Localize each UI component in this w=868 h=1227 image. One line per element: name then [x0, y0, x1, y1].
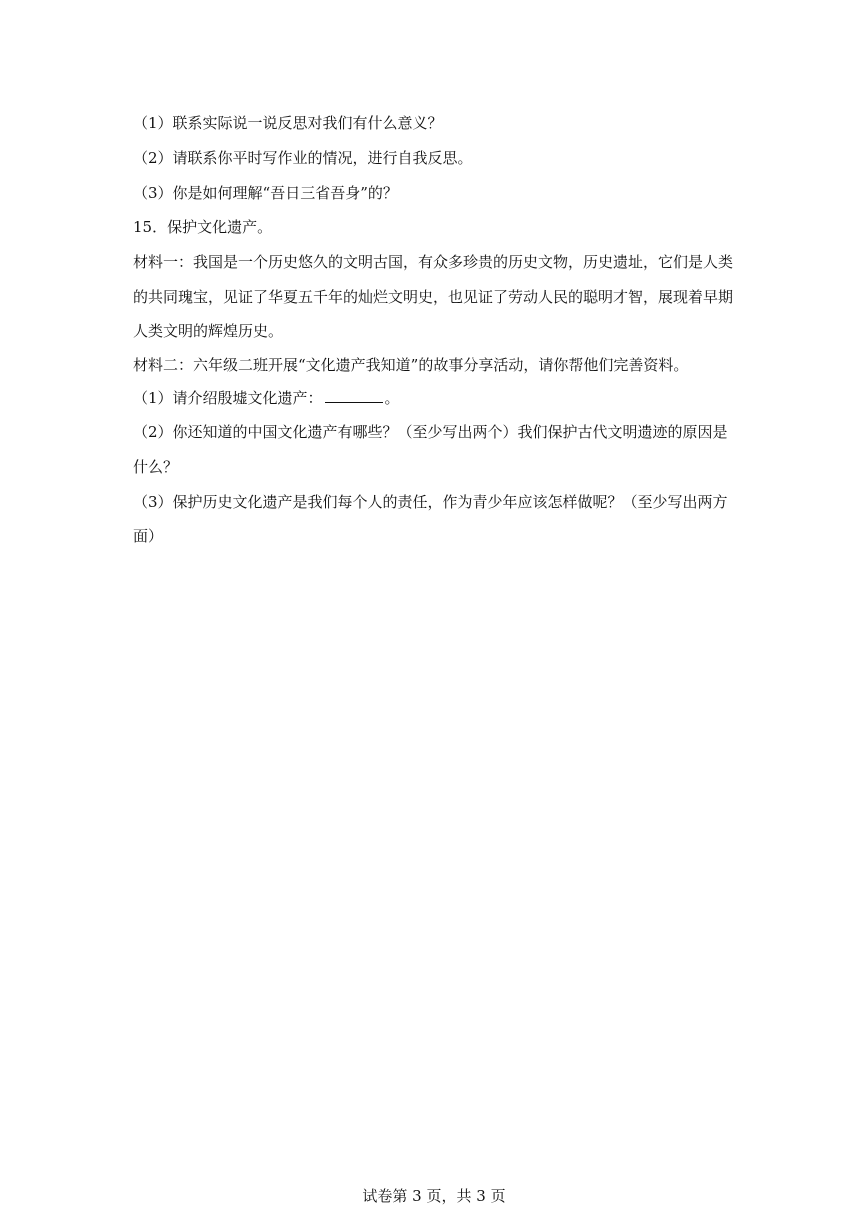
- q15-part2-line2: 什么？: [133, 458, 179, 476]
- q15-material1-line2: 的共同瑰宝，见证了华夏五千年的灿烂文明史，也见证了劳动人民的聪明才智，展现着早期: [133, 288, 734, 306]
- q15-part1-prompt: （1）请介绍殷墟文化遗产：: [133, 389, 323, 407]
- answer-blank[interactable]: [325, 388, 383, 403]
- q15-title: 15．保护文化遗产。: [133, 218, 273, 236]
- q15-part3-line2: 面）: [133, 527, 164, 545]
- q15-part1: [133, 388, 753, 408]
- q15-material1-line3: 人类文明的辉煌历史。: [133, 322, 284, 340]
- page-footer: 试卷第 3 页，共 3 页: [362, 1187, 506, 1205]
- q14-part2: （2）请联系你平时写作业的情况，进行自我反思。: [133, 149, 473, 167]
- q15-part2-line1: （2）你还知道的中国文化遗产有哪些？（至少写出两个）我们保护古代文明遗迹的原因是: [133, 423, 728, 441]
- q15-part1-period: 。: [384, 389, 400, 407]
- q15-part3-line1: （3）保护历史文化遗产是我们每个人的责任，作为青少年应该怎样做呢？（至少写出两方: [133, 493, 728, 511]
- q14-part1: （1）联系实际说一说反思对我们有什么意义？: [133, 114, 443, 132]
- q14-part3: （3）你是如何理解“吾日三省吾身”的？: [133, 184, 398, 202]
- q15-material2: 材料二：六年级二班开展“文化遗产我知道”的故事分享活动，请你帮他们完善资料。: [133, 356, 689, 374]
- q15-material1-line1: 材料一：我国是一个历史悠久的文明古国，有众多珍贵的历史文物，历史遗址，它们是人类: [133, 253, 734, 271]
